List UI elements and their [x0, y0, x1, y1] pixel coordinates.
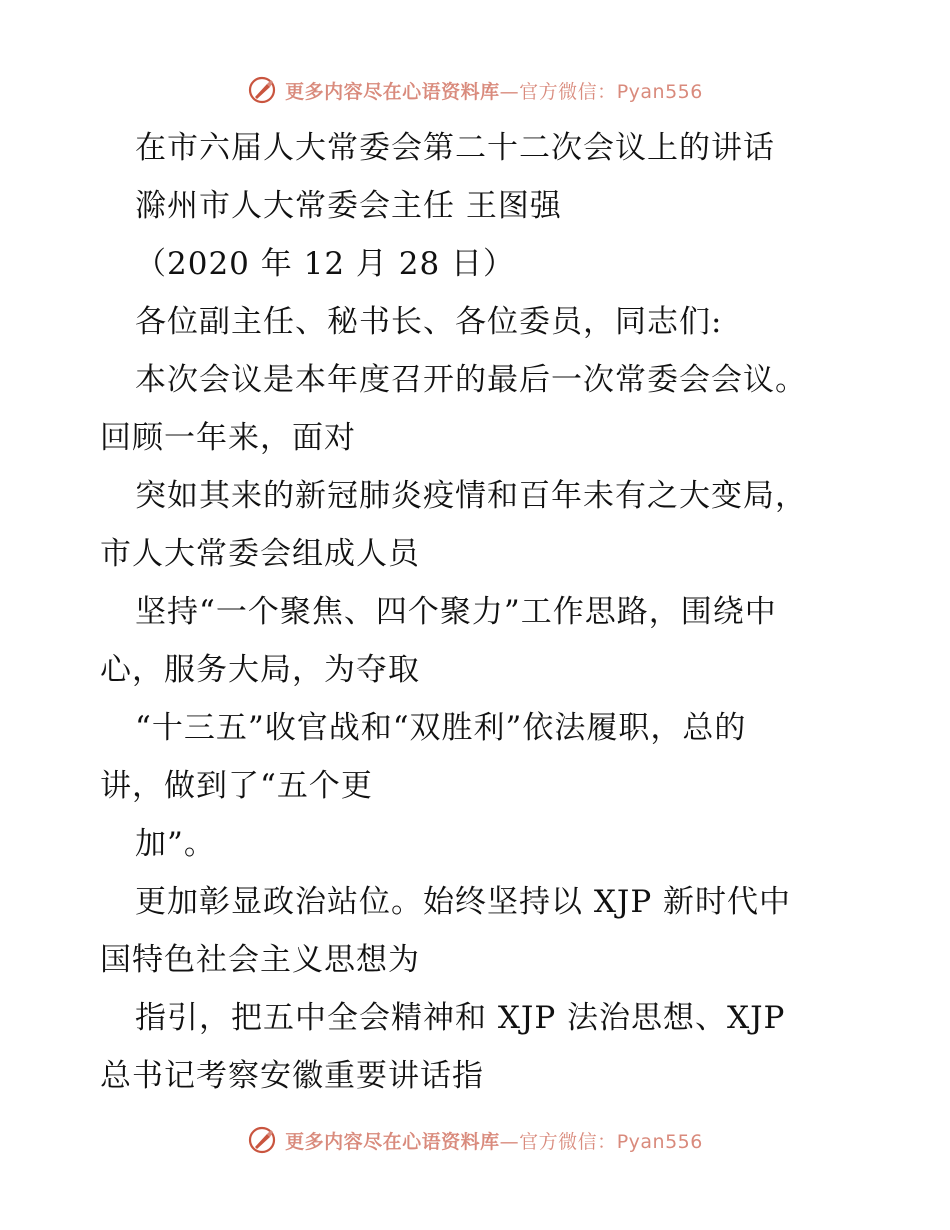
quill-pen-logo-icon — [247, 1125, 277, 1155]
quill-pen-logo-icon — [247, 75, 277, 105]
paragraph-line: 回顾一年来，面对 — [100, 420, 356, 456]
document-title: 在市六届人大常委会第二十二次会议上的讲话 — [135, 130, 775, 166]
document-author: 滁州市人大常委会主任 王图强 — [135, 188, 562, 224]
paragraph-line: 市人大常委会组成人员 — [100, 536, 420, 572]
paragraph-line: 总书记考察安徽重要讲话指 — [100, 1058, 484, 1094]
paragraph-line: 讲，做到了“五个更 — [100, 768, 373, 804]
watermark-dash: — — [499, 1130, 520, 1153]
watermark-official-label: 官方微信： — [519, 1130, 617, 1153]
watermark-lead: 更多内容尽在心语资料库 — [285, 1130, 500, 1153]
paragraph-line: 国特色社会主义思想为 — [100, 942, 420, 978]
paragraph-line: 更加彰显政治站位。始终坚持以 XJP 新时代中 — [135, 884, 792, 920]
paragraph-line: 坚持“一个聚焦、四个聚力”工作思路，围绕中 — [135, 594, 777, 630]
paragraph-line: 本次会议是本年度召开的最后一次常委会会议。 — [135, 362, 807, 398]
paragraph-line: 心，服务大局，为夺取 — [100, 652, 420, 688]
watermark-lead: 更多内容尽在心语资料库 — [285, 80, 500, 103]
watermark-text — [285, 77, 703, 104]
paragraph-line: 突如其来的新冠肺炎疫情和百年未有之大变局， — [135, 478, 807, 514]
watermark-wechat-id: Pyan556 — [616, 80, 703, 103]
watermark-official-label: 官方微信： — [519, 80, 617, 103]
watermark-dash: — — [499, 80, 520, 103]
header-watermark — [0, 70, 950, 110]
document-salutation: 各位副主任、秘书长、各位委员，同志们: — [135, 304, 723, 340]
paragraph-line: 加”。 — [135, 826, 216, 862]
paragraph-line: 指引，把五中全会精神和 XJP 法治思想、XJP — [135, 1000, 786, 1036]
footer-watermark — [0, 1120, 950, 1160]
document-date: （2020 年 12 月 28 日） — [135, 246, 516, 282]
paragraph-line: “十三五”收官战和“双胜利”依法履职，总的 — [135, 710, 747, 746]
watermark-text — [285, 1127, 703, 1154]
watermark-wechat-id: Pyan556 — [616, 1130, 703, 1153]
